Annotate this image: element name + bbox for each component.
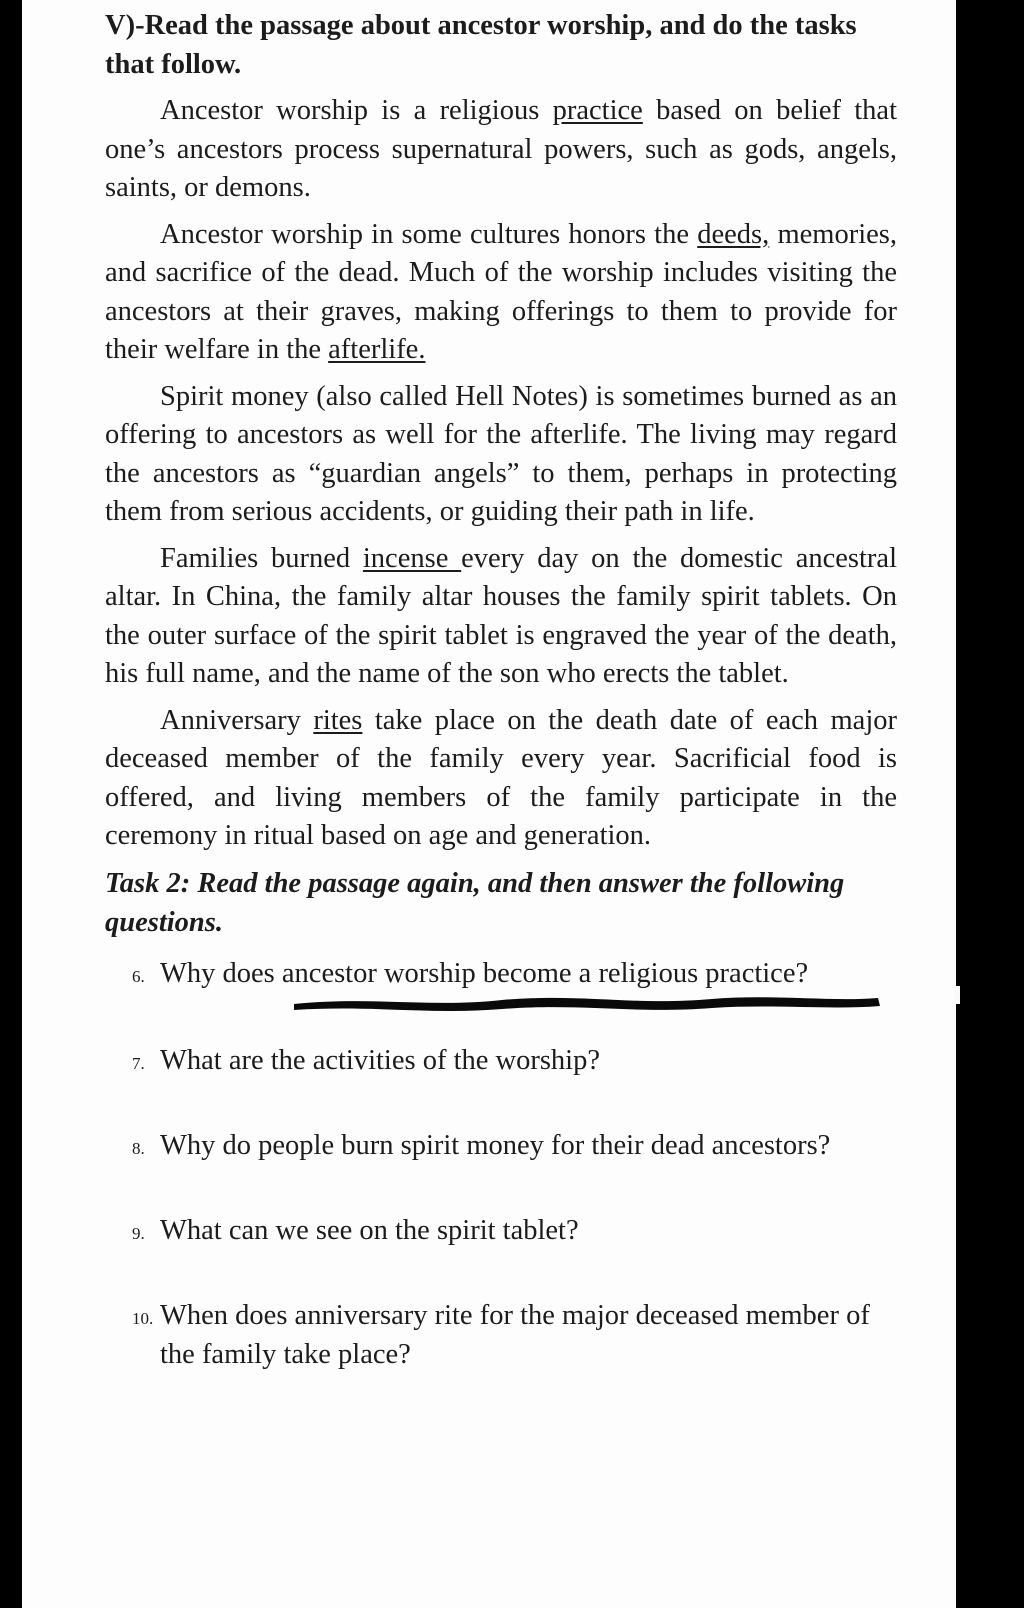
- question-10: [105, 1296, 897, 1374]
- question-number: 10.: [132, 1308, 154, 1328]
- question-text: What are the activities of the worship?: [160, 1044, 600, 1076]
- exercise-heading: V)-Read the passage about ancestor worship, and do the tasks that follow.: [105, 10, 857, 80]
- marker-stroke-decoration: [292, 990, 882, 1016]
- passage-paragraph-5: Anniversary rites take place on the death date of each major deceased member of the family every year. Sacrificial food is offered, and living members of the family participate in the ceremony in ritual based on age and generation.: [105, 704, 897, 851]
- underlined-word-deeds: deeds,: [697, 218, 770, 250]
- question-9: [105, 1211, 897, 1250]
- question-text: When does anniversary rite for the major deceased member of the family take place?: [160, 1299, 870, 1370]
- underlined-word-afterlife: afterlife.: [328, 334, 426, 365]
- underlined-word-rites: rites: [313, 704, 363, 736]
- passage-paragraph-2: Ancestor worship in some cultures honors the deeds, memories, and sacrifice of the dead. Much of the worship includes visiting the ancestors at their graves, making offerings to them to provide for their welfare in the afterlife.: [105, 218, 897, 365]
- edge-mark: [954, 986, 960, 1004]
- passage-paragraph-4: Families burned incense every day on the domestic ancestral altar. In China, the family altar houses the family spirit tablets. On the outer surface of the spirit tablet is engraved the year of the death, his full name, and the name of the son who erects the tablet.: [105, 542, 897, 689]
- underlined-word-practice: practice: [552, 95, 643, 126]
- question-number: 9.: [132, 1223, 145, 1243]
- task-2-title: Task 2: Read the passage again, and then answer the following questions.: [105, 867, 845, 938]
- question-7: [105, 1041, 897, 1080]
- document-content: [105, 6, 897, 1374]
- question-text: Why does ancestor worship become a religious practice?: [160, 957, 809, 989]
- document-page: [22, 0, 956, 1608]
- passage-paragraph-1: Ancestor worship is a religious practice based on belief that one’s ancestors process supernatural powers, such as gods, angels, saints, or demons.: [105, 95, 897, 203]
- passage-paragraph-3: Spirit money (also called Hell Notes) is sometimes burned as an offering to ancestors as well for the afterlife. The living may regard the ancestors as “guardian angels” to them, perhaps in protecting them from serious accidents, or guiding their path in life.: [105, 380, 897, 527]
- question-number: 6.: [132, 966, 145, 986]
- question-8: [105, 1126, 897, 1165]
- question-text: Why do people burn spirit money for their dead ancestors?: [160, 1129, 831, 1161]
- question-number: 7.: [132, 1053, 145, 1073]
- question-6: [105, 954, 897, 993]
- underlined-word-incense: incense: [362, 542, 462, 574]
- question-number: 8.: [132, 1138, 145, 1158]
- question-text: What can we see on the spirit tablet?: [160, 1214, 579, 1246]
